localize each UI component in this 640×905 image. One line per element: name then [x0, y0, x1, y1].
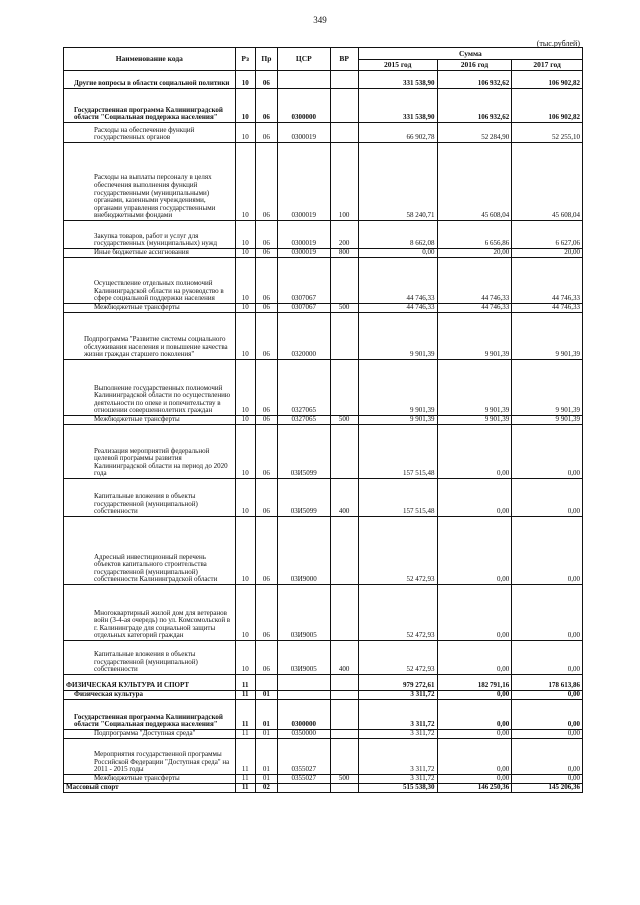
row-pr: 06	[255, 313, 277, 360]
row-vr	[330, 739, 358, 775]
row-vr	[330, 71, 358, 89]
row-sum-2016: 52 284,90	[437, 123, 512, 143]
row-csr: 03И5099	[278, 479, 331, 517]
row-sum-2016: 0,00	[437, 641, 512, 675]
row-vr: 500	[330, 304, 358, 313]
row-sum-2016: 0,00	[437, 691, 512, 700]
row-pr	[255, 675, 277, 691]
row-vr	[330, 258, 358, 304]
table-row	[64, 784, 583, 793]
row-sum-2017: 9 901,39	[512, 360, 583, 416]
row-vr	[330, 730, 358, 739]
row-name: Физическая культура	[64, 691, 236, 700]
row-sum-2017: 0,00	[512, 425, 583, 479]
row-sum-2017: 0,00	[512, 585, 583, 641]
table-row	[64, 700, 583, 730]
row-pr: 06	[255, 71, 277, 89]
row-vr	[330, 700, 358, 730]
table-row	[64, 89, 583, 123]
row-sum-2016: 0,00	[437, 730, 512, 739]
row-name: Межбюджетные трансферты	[64, 775, 236, 784]
row-name: Другие вопросы в области социальной политики	[64, 71, 236, 89]
row-sum-2015: 52 472,93	[358, 641, 437, 675]
table-row	[64, 360, 583, 416]
row-rz: 11	[235, 700, 255, 730]
row-vr	[330, 784, 358, 793]
row-rz: 10	[235, 71, 255, 89]
row-name: Адресный инвестиционный перечень объектов капитального строительства государственной (муниципальной) собственности Калининградской области	[64, 517, 236, 585]
row-sum-2016: 0,00	[437, 479, 512, 517]
row-sum-2017: 0,00	[512, 700, 583, 730]
table-row	[64, 775, 583, 784]
row-name: ФИЗИЧЕСКАЯ КУЛЬТУРА И СПОРТ	[64, 675, 236, 691]
row-pr: 06	[255, 425, 277, 479]
row-csr: 0300019	[278, 221, 331, 249]
row-csr: 0300019	[278, 249, 331, 258]
header-vr: ВР	[330, 48, 358, 71]
row-sum-2015: 3 311,72	[358, 739, 437, 775]
row-sum-2017: 145 206,36	[512, 784, 583, 793]
table-row	[64, 258, 583, 304]
row-rz: 10	[235, 585, 255, 641]
row-pr: 06	[255, 585, 277, 641]
row-rz: 10	[235, 123, 255, 143]
table-row	[64, 675, 583, 691]
table-row	[64, 143, 583, 221]
row-csr: 0350000	[278, 730, 331, 739]
row-sum-2016: 20,00	[437, 249, 512, 258]
row-csr: 0355027	[278, 739, 331, 775]
table-row	[64, 739, 583, 775]
budget-table	[63, 47, 583, 793]
row-csr: 0300019	[278, 143, 331, 221]
header-pr: Пр	[255, 48, 277, 71]
header-rz: Рз	[235, 48, 255, 71]
row-sum-2015: 44 746,33	[358, 304, 437, 313]
table-row	[64, 730, 583, 739]
row-sum-2015: 52 472,93	[358, 517, 437, 585]
row-sum-2015: 58 240,71	[358, 143, 437, 221]
row-rz: 11	[235, 775, 255, 784]
row-vr	[330, 360, 358, 416]
header-2017: 2017 год	[512, 60, 583, 71]
row-rz: 10	[235, 313, 255, 360]
row-pr: 06	[255, 517, 277, 585]
row-csr: 0307067	[278, 304, 331, 313]
row-sum-2016: 146 250,36	[437, 784, 512, 793]
units-label: (тыс.рублей)	[536, 39, 580, 48]
row-pr: 06	[255, 479, 277, 517]
row-csr: 03И9005	[278, 585, 331, 641]
row-sum-2017: 0,00	[512, 517, 583, 585]
row-rz: 11	[235, 739, 255, 775]
row-name: Массовый спорт	[64, 784, 236, 793]
row-rz: 10	[235, 360, 255, 416]
row-name: Расходы на выплаты персоналу в целях обеспечения выполнения функций государственными (муниципальными) органами, казенными учреждениями, органами управления государственными внебюджетными фондами	[64, 143, 236, 221]
row-name: Капитальные вложения в объекты государственной (муниципальной) собственности	[64, 641, 236, 675]
table-row	[64, 517, 583, 585]
row-pr: 06	[255, 123, 277, 143]
row-sum-2015: 515 538,30	[358, 784, 437, 793]
row-sum-2017: 20,00	[512, 249, 583, 258]
table-row	[64, 71, 583, 89]
row-vr	[330, 585, 358, 641]
row-vr	[330, 89, 358, 123]
row-rz: 10	[235, 89, 255, 123]
row-csr: 03И5099	[278, 425, 331, 479]
row-vr: 200	[330, 221, 358, 249]
row-rz: 11	[235, 675, 255, 691]
row-rz: 11	[235, 730, 255, 739]
row-sum-2017: 45 608,04	[512, 143, 583, 221]
row-sum-2015: 9 901,39	[358, 360, 437, 416]
row-name: Капитальные вложения в объекты государственной (муниципальной) собственности	[64, 479, 236, 517]
row-pr: 01	[255, 730, 277, 739]
row-sum-2015: 9 901,39	[358, 416, 437, 425]
row-sum-2015: 66 902,78	[358, 123, 437, 143]
row-sum-2017: 0,00	[512, 730, 583, 739]
row-sum-2015: 8 662,08	[358, 221, 437, 249]
row-sum-2017: 106 902,82	[512, 89, 583, 123]
row-csr: 0300000	[278, 89, 331, 123]
row-sum-2015: 157 515,48	[358, 425, 437, 479]
row-name: Осуществление отдельных полномочий Калининградской области на руководство в сфере социальной поддержки населения	[64, 258, 236, 304]
row-pr: 06	[255, 258, 277, 304]
row-sum-2016: 9 901,39	[437, 360, 512, 416]
header-name: Наименование кода	[64, 48, 236, 71]
row-name: Многоквартирный жилой дом для ветеранов войн (3-4-ая очередь) по ул. Комсомольской в г. Калининграде для социальной защиты отдельных категорий граждан	[64, 585, 236, 641]
row-vr: 800	[330, 249, 358, 258]
row-sum-2017: 0,00	[512, 775, 583, 784]
header-sum: Сумма	[358, 48, 582, 60]
row-pr: 06	[255, 360, 277, 416]
header-csr: ЦСР	[278, 48, 331, 71]
row-vr: 500	[330, 416, 358, 425]
row-rz: 11	[235, 691, 255, 700]
row-name: Межбюджетные трансферты	[64, 416, 236, 425]
row-pr: 06	[255, 221, 277, 249]
row-csr: 0300000	[278, 700, 331, 730]
row-vr	[330, 517, 358, 585]
table-row	[64, 585, 583, 641]
row-pr: 06	[255, 89, 277, 123]
row-name: Мероприятия государственной программы Российской Федерации "Доступная среда" на 2011 - 2015 годы	[64, 739, 236, 775]
row-sum-2015: 0,00	[358, 249, 437, 258]
row-sum-2016: 44 746,33	[437, 258, 512, 304]
row-pr: 02	[255, 784, 277, 793]
row-sum-2016: 9 901,39	[437, 416, 512, 425]
row-sum-2015: 3 311,72	[358, 730, 437, 739]
row-sum-2017: 44 746,33	[512, 258, 583, 304]
row-rz: 10	[235, 258, 255, 304]
row-vr	[330, 675, 358, 691]
row-rz: 10	[235, 249, 255, 258]
table-body	[64, 71, 583, 793]
row-csr: 0300019	[278, 123, 331, 143]
row-sum-2015: 44 746,33	[358, 258, 437, 304]
row-csr	[278, 71, 331, 89]
row-sum-2016: 0,00	[437, 517, 512, 585]
row-sum-2015: 157 515,48	[358, 479, 437, 517]
row-rz: 10	[235, 425, 255, 479]
row-sum-2015: 52 472,93	[358, 585, 437, 641]
row-rz: 10	[235, 304, 255, 313]
table-row	[64, 425, 583, 479]
row-pr: 06	[255, 641, 277, 675]
row-rz: 10	[235, 416, 255, 425]
row-pr: 06	[255, 416, 277, 425]
row-sum-2017: 44 746,33	[512, 304, 583, 313]
table-row	[64, 691, 583, 700]
row-sum-2016: 0,00	[437, 585, 512, 641]
row-csr: 0327065	[278, 416, 331, 425]
table-row	[64, 304, 583, 313]
row-pr: 01	[255, 700, 277, 730]
row-csr: 0355027	[278, 775, 331, 784]
row-name: Подпрограмма "Доступная среда"	[64, 730, 236, 739]
row-pr: 01	[255, 691, 277, 700]
row-sum-2017: 0,00	[512, 479, 583, 517]
row-pr: 06	[255, 249, 277, 258]
row-name: Иные бюджетные ассигнования	[64, 249, 236, 258]
row-csr	[278, 691, 331, 700]
row-sum-2016: 6 656,86	[437, 221, 512, 249]
table-row	[64, 249, 583, 258]
row-pr: 06	[255, 304, 277, 313]
row-csr: 0327065	[278, 360, 331, 416]
row-sum-2016: 44 746,33	[437, 304, 512, 313]
row-sum-2015: 3 311,72	[358, 700, 437, 730]
row-name: Расходы на обеспечение функций государственных органов	[64, 123, 236, 143]
row-name: Выполнение государственных полномочий Калининградской области по осуществлению деятельности по опеке и попечительству в отношении совершеннолетних граждан	[64, 360, 236, 416]
row-rz: 10	[235, 143, 255, 221]
row-rz: 11	[235, 784, 255, 793]
row-sum-2015: 9 901,39	[358, 313, 437, 360]
row-rz: 10	[235, 517, 255, 585]
row-sum-2017: 0,00	[512, 641, 583, 675]
row-csr: 03И9005	[278, 641, 331, 675]
row-vr: 400	[330, 641, 358, 675]
row-sum-2016: 0,00	[437, 739, 512, 775]
row-sum-2015: 3 311,72	[358, 691, 437, 700]
row-rz: 10	[235, 221, 255, 249]
row-sum-2015: 331 538,90	[358, 71, 437, 89]
row-sum-2015: 331 538,90	[358, 89, 437, 123]
row-sum-2015: 979 272,61	[358, 675, 437, 691]
row-name: Реализация мероприятий федеральной целевой программы развития Калининградской области на период до 2020 года	[64, 425, 236, 479]
row-name: Закупка товаров, работ и услуг для государственных (муниципальных) нужд	[64, 221, 236, 249]
row-sum-2017: 106 902,82	[512, 71, 583, 89]
table-row	[64, 416, 583, 425]
row-name: Государственная программа Калининградской области "Социальная поддержка населения"	[64, 700, 236, 730]
header-2015: 2015 год	[358, 60, 437, 71]
row-pr: 06	[255, 143, 277, 221]
row-sum-2017: 6 627,06	[512, 221, 583, 249]
row-sum-2016: 0,00	[437, 775, 512, 784]
header-2016: 2016 год	[437, 60, 512, 71]
row-rz: 10	[235, 641, 255, 675]
row-vr: 500	[330, 775, 358, 784]
row-csr	[278, 784, 331, 793]
row-sum-2017: 0,00	[512, 739, 583, 775]
row-rz: 10	[235, 479, 255, 517]
row-vr	[330, 123, 358, 143]
row-vr	[330, 425, 358, 479]
row-vr	[330, 691, 358, 700]
row-sum-2016: 106 932,62	[437, 71, 512, 89]
row-sum-2017: 178 613,86	[512, 675, 583, 691]
row-vr: 100	[330, 143, 358, 221]
row-sum-2016: 0,00	[437, 425, 512, 479]
table-row	[64, 123, 583, 143]
row-sum-2016: 182 791,16	[437, 675, 512, 691]
row-sum-2017: 52 255,10	[512, 123, 583, 143]
row-sum-2017: 0,00	[512, 691, 583, 700]
row-csr	[278, 675, 331, 691]
row-sum-2016: 106 932,62	[437, 89, 512, 123]
row-sum-2016: 9 901,39	[437, 313, 512, 360]
row-pr: 01	[255, 739, 277, 775]
row-name: Государственная программа Калининградской области "Социальная поддержка населения"	[64, 89, 236, 123]
table-row	[64, 479, 583, 517]
row-vr	[330, 313, 358, 360]
row-pr: 01	[255, 775, 277, 784]
row-vr: 400	[330, 479, 358, 517]
row-csr: 03И9000	[278, 517, 331, 585]
row-csr: 0307067	[278, 258, 331, 304]
row-sum-2016: 45 608,04	[437, 143, 512, 221]
table-row	[64, 221, 583, 249]
table-row	[64, 641, 583, 675]
table-row	[64, 313, 583, 360]
row-sum-2017: 9 901,39	[512, 313, 583, 360]
row-csr: 0320000	[278, 313, 331, 360]
row-name: Подпрограмма "Развитие системы социального обслуживания населения и повышение качества жизни граждан старшего поколения"	[64, 313, 236, 360]
row-sum-2015: 3 311,72	[358, 775, 437, 784]
row-name: Межбюджетные трансферты	[64, 304, 236, 313]
row-sum-2016: 0,00	[437, 700, 512, 730]
row-sum-2017: 9 901,39	[512, 416, 583, 425]
page-number: 349	[313, 15, 327, 25]
